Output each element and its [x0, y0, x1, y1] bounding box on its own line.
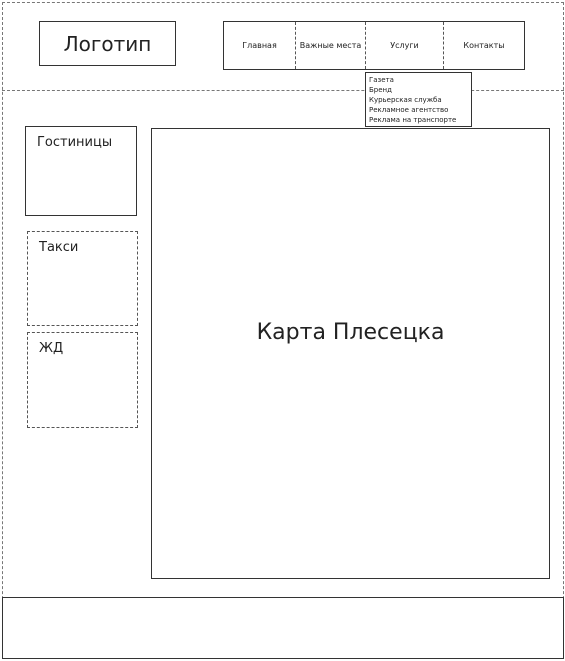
dropdown-item-transport-ads[interactable]: Реклама на транспорте	[369, 116, 457, 124]
nav-item-places[interactable]: Важные места	[296, 22, 366, 69]
map-label: Карта Плесецка	[256, 320, 445, 345]
dropdown-item-brand[interactable]: Бренд	[369, 86, 392, 94]
sidebar-card-taxi[interactable]	[27, 231, 138, 326]
sidebar-card-label: ЖД	[39, 341, 64, 356]
logo[interactable]	[39, 21, 176, 66]
map-area[interactable]	[151, 128, 550, 579]
sidebar-card-label: Гостиницы	[37, 135, 113, 150]
dropdown-item-newspaper[interactable]: Газета	[369, 76, 394, 84]
footer	[2, 597, 564, 659]
sidebar-card-railway[interactable]	[27, 332, 138, 428]
logo-text: Логотип	[63, 31, 152, 56]
dropdown-item-ad-agency[interactable]: Рекламное агентство	[369, 106, 449, 114]
dropdown-item-courier[interactable]: Курьерская служба	[369, 96, 442, 104]
services-dropdown	[365, 72, 472, 127]
header-divider	[2, 90, 564, 91]
nav-item-services[interactable]: Услуги	[366, 22, 444, 69]
sidebar-card-label: Такси	[39, 240, 79, 255]
sidebar-card-hotels[interactable]	[25, 126, 137, 216]
nav-item-contacts[interactable]: Контакты	[463, 41, 505, 50]
nav-item-home[interactable]: Главная	[224, 22, 296, 69]
main-nav	[223, 21, 525, 70]
